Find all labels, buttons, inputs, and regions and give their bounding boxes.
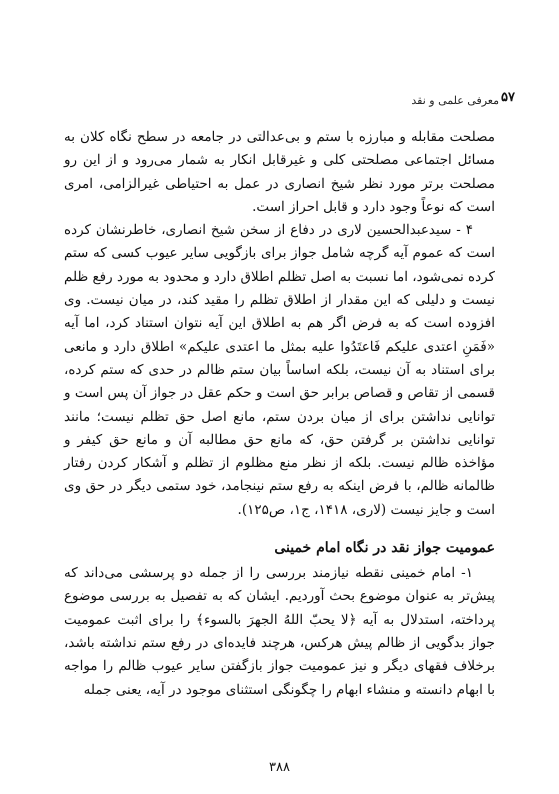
- section-heading: عمومیت جواز نقد در نگاه امام خمینی: [274, 540, 495, 557]
- running-head-title: معرفی علمی و نقد: [411, 94, 499, 107]
- section-paragraph: ۱- امام خمینی نقطه نیازمند بررسی را از جمله دو پرسشی می‌داند که پیش‌تر به عنوان موضوع بحث آوردیم. ایشان که به تفصیل به بررسی موضوع پرداخته، استدلال به آیه ﴿لا یحبّ اللهُ الجهرَ بالسوء﴾ را برای اثبت عمومیت جواز بدگویی از ظالم پیش هرکس، هرچند فایده‌ای در رفع ستم نداشته باشد، برخلاف فقهای دیگر و نیز عمومیت جواز بازگفتن سایر عیوب ظالم را مواجه با ابهام دانسته و منشاء ابهام را چگونگی استثنای موجود در آیه، یعنی جمله: [64, 565, 495, 698]
- paragraph-1: مصلحت مقابله و مبارزه با ستم و بی‌عدالتی در جامعه در سطح نگاه کلان به مسائل اجتماعی مصلحتی کلی و غیرقابل انکار به شمار می‌رود و از این رو مصلحت برتر مورد نظر شیخ انصاری در عمل به احتیاطی غیرالزامی، امری است که نوعاً وجود دارد و قابل احراز است.: [64, 129, 495, 215]
- running-head-mark: ۵۷: [501, 90, 515, 105]
- body-text: [64, 126, 495, 702]
- paragraph-2: ۴ - سیدعبدالحسین لاری در دفاع از سخن شیخ انصاری، خاطرنشان کرده است که عموم آیه گرچه شامل جواز برای بازگویی سایر عیوب کسی که ستم کرده نمی‌شود، اما نسبت به اصل تظلم اطلاق دارد و محدود به مورد رفع ظلم نیست و دلیلی که این مقدار از اطلاق تظلم را مقید کند، در میان نیست. وی افزوده است که به فرض اگر هم به اطلاق این آیه نتوان استناد کرد، اما آیه «فَمَنِ اعتدی علیکم فَاعتَدُوا علیه بمثل ما اعتدی علیکم» اطلاق دارد و مانعی برای استناد به آن نیست، بلکه اساساً بیان ستم ظالم در حدی که ستم کرده، قسمی از تقاص و قصاص برابر حق است و حکم عقل در جواز آن پس است و توانایی نداشتن برای از میان بردن ستم، مانع اصل حق تظلم نیست؛ مانند توانایی نداشتن بر گرفتن حق، که مانع حق مطالبه آن و مانع حق کیفر و مؤاخذه ظالم نیست. بلکه از نظر منع مظلوم از تظلم و آشکار کردن رفتار ظالمانه ظالم، با فرض اینکه به رفع ستم نینجامد، خود ستمی دیگر در حق وی است و جایز نیست (لاری، ۱۴۱۸، ج۱، ص۱۲۵).: [64, 222, 495, 518]
- page-number: ۳۸۸: [269, 760, 290, 775]
